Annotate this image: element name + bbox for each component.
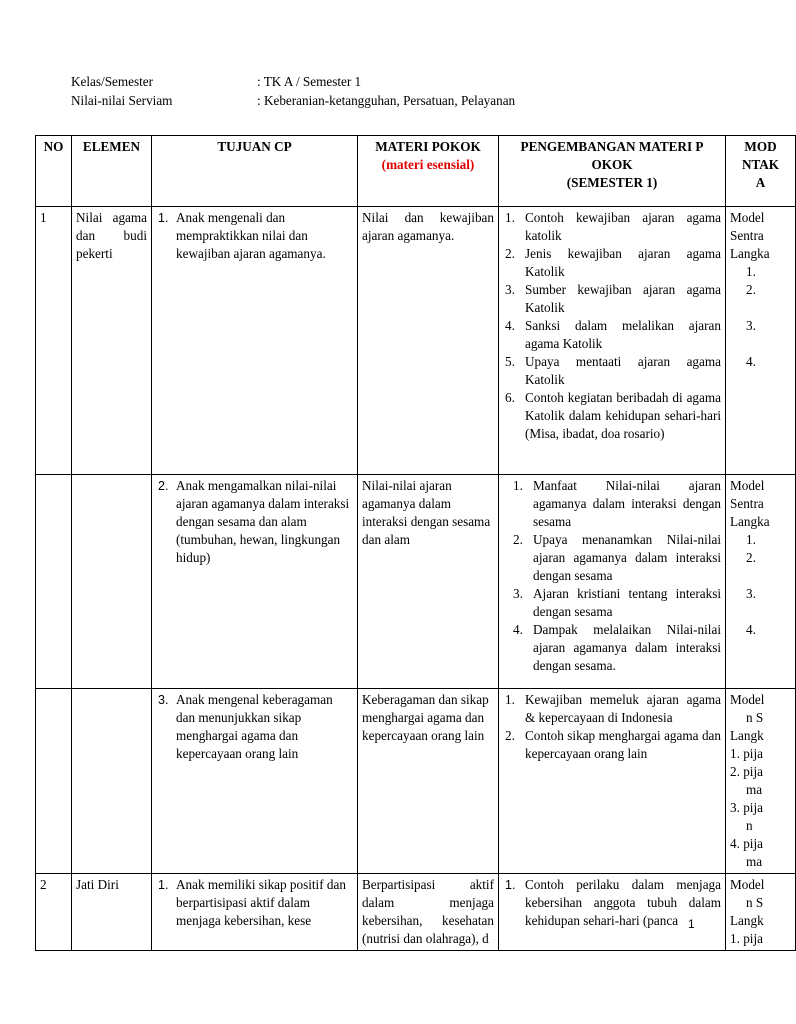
row-pengembangan <box>499 475 726 689</box>
col-model-header <box>726 136 796 207</box>
list-item: 5. Upaya mentaati ajaran agama Katolik <box>505 354 721 387</box>
row-model: Model Sentra Langka 1. 2. 3. 4. <box>726 475 796 689</box>
list-item: 6. Contoh kegiatan beribadah di agama Katolik dalam kehidupan sehari-hari (Misa, ibadat, doa rosario) <box>505 390 721 441</box>
materi-header-title: MATERI POKOK <box>375 139 481 154</box>
list-item: 4. Dampak melalaikan Nilai-nilai ajaran agamanya dalam interaksi dengan sesama. <box>513 622 721 673</box>
col-pengembangan-header <box>499 136 726 207</box>
model-header-1: MOD <box>744 139 777 154</box>
nilai-value: : Keberanian-ketangguhan, Persatuan, Pelayanan <box>257 93 516 108</box>
row-pengembangan <box>499 207 726 475</box>
tujuan-number: 3. <box>158 693 169 707</box>
list-item: 2. Jenis kewajiban ajaran agama Katolik <box>505 246 721 279</box>
table-row <box>36 475 796 689</box>
pengembangan-header-3: (SEMESTER 1) <box>566 175 658 190</box>
row-model: Model Sentra Langka 1. 2. 3. 4. <box>726 207 796 475</box>
pengembangan-header-2: OKOK <box>591 157 633 172</box>
row-tujuan <box>152 689 358 874</box>
header-nilai <box>71 92 691 110</box>
tujuan-number: 1. <box>158 211 169 225</box>
list-item: 1. Manfaat Nilai-nilai ajaran agamanya dalam interaksi dengan sesama <box>513 478 721 529</box>
table-row <box>36 874 796 951</box>
row-no: 2 <box>36 874 72 951</box>
row-elemen <box>72 689 152 874</box>
row-pengembangan <box>499 689 726 874</box>
pengembangan-header-1: PENGEMBANGAN MATERI P <box>520 139 704 154</box>
row-materi: Nilai dan kewajiban ajaran agamanya. <box>358 207 499 475</box>
list-item: 2. Contoh sikap menghargai agama dan kepercayaan orang lain <box>505 728 721 761</box>
row-materi: Keberagaman dan sikap menghargai agama dan kepercayaan orang lain <box>358 689 499 874</box>
row-materi: Nilai-nilai ajaran agamanya dalam interaksi dengan sesama dan alam <box>358 475 499 689</box>
tujuan-text: Anak mengenali dan mempraktikkan nilai dan kewajiban ajaran agamanya. <box>176 210 326 261</box>
row-no <box>36 475 72 689</box>
kelas-value: : TK A / Semester 1 <box>257 74 362 89</box>
nilai-label: Nilai-nilai Serviam <box>71 93 173 108</box>
tujuan-number: 1. <box>158 878 169 892</box>
col-materi-header <box>358 136 499 207</box>
page-number: 1 <box>688 917 695 931</box>
list-item: 1. Contoh kewajiban ajaran agama katolik <box>505 210 721 243</box>
tujuan-text: Anak mengenal keberagaman dan menunjukkan sikap menghargai agama dan kepercayaan orang lain <box>176 692 333 761</box>
row-materi: Berpartisipasi aktif dalam menjaga kebersihan, kesehatan (nutrisi dan olahraga), d <box>358 874 499 951</box>
table-header-row <box>36 136 796 207</box>
col-tujuan-header: TUJUAN CP <box>152 136 358 207</box>
header-kelas <box>71 73 691 91</box>
row-tujuan <box>152 207 358 475</box>
list-item: 3. Sumber kewajiban ajaran agama Katolik <box>505 282 721 315</box>
row-tujuan <box>152 475 358 689</box>
row-tujuan <box>152 874 358 951</box>
col-no-header: NO <box>36 136 72 207</box>
model-header-2: NTAK <box>741 157 780 172</box>
model-header-3: A <box>755 175 766 190</box>
col-elemen-header: ELEMEN <box>72 136 152 207</box>
list-item: 1. Contoh perilaku dalam menjaga kebersihan anggota tubuh dalam kehidupan sehari-hari (panca <box>505 877 721 928</box>
list-item: 2. Upaya menanamkan Nilai-nilai ajaran agamanya dalam interaksi dengan sesama <box>513 532 721 583</box>
row-no <box>36 689 72 874</box>
tujuan-text: Anak memiliki sikap positif dan berpartisipasi aktif dalam menjaga kebersihan, kese <box>176 877 346 928</box>
row-elemen: Jati Diri <box>72 874 152 951</box>
table-row <box>36 207 796 475</box>
row-model: Model n S Langk 1. pija 2. pija ma 3. pija n 4. pija ma <box>726 689 796 874</box>
tujuan-number: 2. <box>158 479 169 493</box>
row-model: Model n S Langk 1. pija <box>726 874 796 951</box>
kelas-label: Kelas/Semester <box>71 74 154 89</box>
curriculum-table <box>35 135 796 951</box>
row-no: 1 <box>36 207 72 475</box>
table-row <box>36 689 796 874</box>
list-item: 1. Kewajiban memeluk ajaran agama & kepercayaan di Indonesia <box>505 692 721 725</box>
materi-header-sub: (materi esensial) <box>381 157 475 172</box>
row-elemen <box>72 475 152 689</box>
row-elemen: Nilai agama dan budi pekerti <box>72 207 152 475</box>
list-item: 4. Sanksi dalam melalikan ajaran agama Katolik <box>505 318 721 351</box>
row-pengembangan <box>499 874 726 951</box>
tujuan-text: Anak mengamalkan nilai-nilai ajaran agamanya dalam interaksi dengan sesama dan alam (tumbuhan, hewan, lingkungan hidup) <box>176 478 350 565</box>
list-item: 3. Ajaran kristiani tentang interaksi dengan sesama <box>513 586 721 619</box>
